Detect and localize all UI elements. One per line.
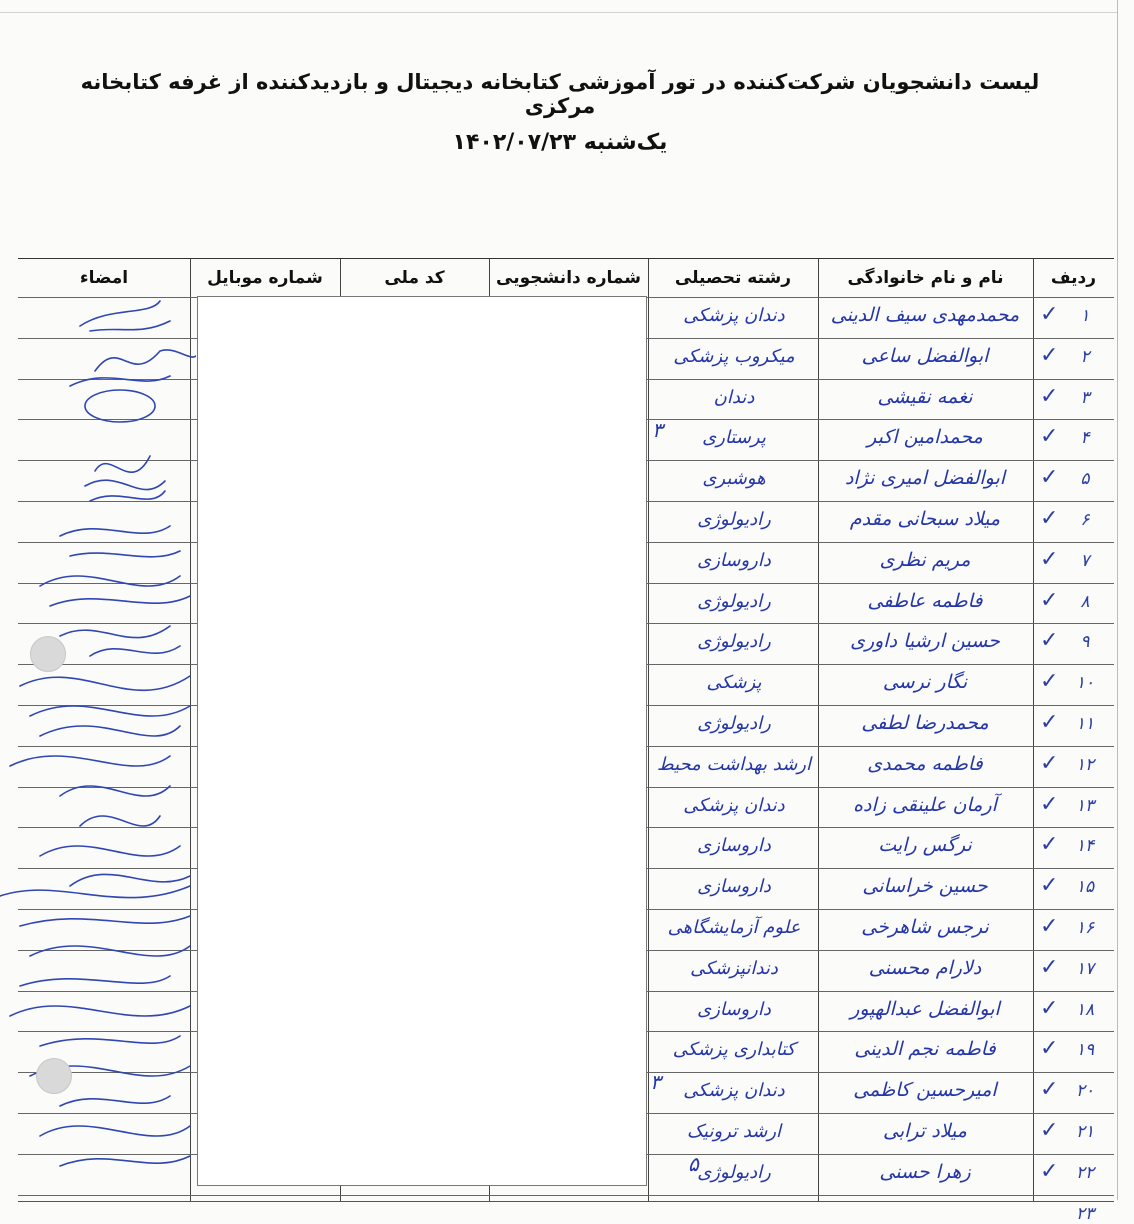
row-number: ۲ bbox=[1080, 346, 1090, 367]
row-number: ۹ bbox=[1080, 632, 1090, 653]
row-number: ۸ bbox=[1080, 591, 1090, 612]
study-field: رادیولوژی bbox=[697, 1161, 771, 1183]
student-name: فاطمه عاطفی bbox=[867, 589, 983, 612]
check-mark-icon: ✓ bbox=[1040, 546, 1059, 572]
check-mark-icon: ✓ bbox=[1040, 954, 1059, 980]
study-field: داروسازی bbox=[697, 876, 771, 898]
study-field: دندانپزشکی bbox=[690, 957, 778, 979]
student-name: ابوالفضل ساعی bbox=[861, 344, 989, 367]
row-number: ۷ bbox=[1080, 550, 1090, 571]
check-mark-icon: ✓ bbox=[1040, 1036, 1059, 1062]
study-field: داروسازی bbox=[697, 549, 771, 571]
student-name: مریم نظری bbox=[879, 548, 971, 571]
study-field: ارشد بهداشت محیط bbox=[657, 753, 811, 775]
punch-hole bbox=[30, 636, 66, 672]
study-field: کتابداری پزشکی bbox=[672, 1039, 796, 1061]
signature-column bbox=[0, 296, 196, 1196]
study-field: رادیولوژی bbox=[697, 590, 771, 612]
signature-mark bbox=[60, 626, 180, 656]
row-number: ۲۰ bbox=[1075, 1081, 1095, 1102]
row-number: ۲۳ bbox=[1075, 1203, 1095, 1224]
signature-mark bbox=[0, 886, 190, 926]
document-title: لیست دانشجویان شرکت‌کننده در تور آموزشی کتابخانه دیجیتال و بازدیدکننده از غرفه کتابخانه مرکزی bbox=[80, 70, 1040, 118]
study-field: هوشبری bbox=[702, 468, 766, 490]
signature-mark bbox=[90, 491, 165, 501]
page-edge-top bbox=[0, 12, 1118, 13]
row-number: ۱۶ bbox=[1075, 918, 1095, 938]
student-name: میلاد سبحانی مقدم bbox=[849, 508, 1001, 530]
row-number: ۱۰ bbox=[1075, 673, 1095, 694]
student-name: محمدامین اکبر bbox=[867, 426, 983, 449]
row-number: ۱۲ bbox=[1075, 754, 1095, 775]
student-name: حسین خراسانی bbox=[862, 875, 988, 898]
header-name: نام و نام خانوادگی bbox=[847, 268, 1004, 288]
signature-mark bbox=[70, 350, 196, 386]
header-national-id: کد ملی bbox=[384, 268, 445, 288]
student-name: حسین ارشیا داوری bbox=[850, 630, 1000, 653]
student-name: محمدمهدی سیف الدینی bbox=[830, 304, 1020, 326]
signature-mark bbox=[20, 676, 190, 716]
document-date: یک‌شنبه ۱۴۰۲/۰۷/۲۳ bbox=[452, 130, 668, 155]
check-mark-icon: ✓ bbox=[1040, 587, 1059, 613]
study-field: ارشد ترونیک bbox=[686, 1121, 782, 1142]
header-signature: امضاء bbox=[79, 268, 129, 288]
student-name: نگار نرسی bbox=[882, 671, 968, 694]
check-mark-icon: ✓ bbox=[1040, 465, 1059, 491]
check-mark-icon: ✓ bbox=[1040, 750, 1059, 776]
row-number: ۳ bbox=[1080, 387, 1090, 408]
student-name: دلارام محسنی bbox=[868, 956, 982, 979]
signature-mark bbox=[60, 786, 170, 826]
student-name: میلاد ترابی bbox=[883, 1120, 967, 1142]
study-field: دندان bbox=[713, 386, 755, 408]
header-student-id: شماره دانشجویی bbox=[496, 268, 641, 288]
row-number: ۱۱ bbox=[1075, 714, 1095, 734]
punch-hole bbox=[36, 1058, 72, 1094]
signature-mark bbox=[20, 946, 190, 986]
student-name: ابوالفضل عبدالهپور bbox=[850, 997, 1000, 1020]
study-field: پزشکی bbox=[706, 672, 762, 694]
column-rule bbox=[648, 259, 649, 1201]
check-mark-icon: ✓ bbox=[1040, 914, 1059, 939]
margin-mark: ۳ bbox=[650, 1070, 661, 1094]
student-name: فاطمه محمدی bbox=[867, 752, 983, 775]
row-number: ۱۹ bbox=[1075, 1040, 1095, 1061]
signature-mark bbox=[85, 456, 165, 490]
check-mark-icon: ✓ bbox=[1040, 628, 1059, 654]
signature-mark bbox=[85, 390, 155, 422]
study-field: داروسازی bbox=[697, 998, 771, 1020]
check-mark-icon: ✓ bbox=[1040, 506, 1059, 531]
check-mark-icon: ✓ bbox=[1040, 710, 1059, 735]
signature-mark bbox=[60, 526, 180, 557]
study-field: رادیولوژی bbox=[697, 509, 771, 530]
check-mark-icon: ✓ bbox=[1040, 424, 1059, 450]
row-number: ۴ bbox=[1080, 428, 1090, 449]
study-field: دندان پزشکی bbox=[683, 305, 785, 326]
row-number: ۱۸ bbox=[1075, 999, 1095, 1020]
student-name: محمدرضا لطفی bbox=[861, 712, 989, 734]
study-field: میکروب پزشکی bbox=[673, 345, 795, 367]
row-number: ۵ bbox=[1080, 469, 1090, 490]
check-mark-icon: ✓ bbox=[1040, 342, 1059, 368]
check-mark-icon: ✓ bbox=[1040, 995, 1059, 1021]
row-number: ۱۳ bbox=[1075, 795, 1095, 816]
row-number: ۲۲ bbox=[1075, 1162, 1095, 1183]
check-mark-icon: ✓ bbox=[1040, 669, 1059, 695]
check-mark-icon: ✓ bbox=[1040, 1158, 1059, 1184]
margin-mark: ۵ bbox=[688, 1152, 699, 1176]
student-name: نرجس شاهرخی bbox=[861, 916, 989, 938]
student-name: آرمان علینقی زاده bbox=[853, 793, 997, 816]
check-mark-icon: ✓ bbox=[1040, 791, 1059, 817]
check-mark-icon: ✓ bbox=[1040, 1118, 1059, 1143]
check-mark-icon: ✓ bbox=[1040, 873, 1059, 899]
study-field: داروسازی bbox=[697, 835, 771, 857]
header-row: ردیف bbox=[1050, 268, 1097, 288]
student-name: فاطمه نجم الدینی bbox=[854, 1038, 996, 1061]
header-field: رشته تحصیلی bbox=[674, 268, 792, 288]
study-field: رادیولوژی bbox=[697, 631, 771, 653]
header-mobile: شماره موبایل bbox=[207, 268, 323, 288]
student-name: نغمه نقیشی bbox=[877, 385, 973, 408]
signature-mark bbox=[10, 726, 180, 766]
signature-mark bbox=[80, 301, 170, 331]
study-field: علوم آزمایشگاهی bbox=[667, 917, 801, 938]
margin-mark: ۳ bbox=[652, 418, 663, 442]
study-field: دندان پزشکی bbox=[683, 794, 785, 816]
check-mark-icon: ✓ bbox=[1040, 832, 1059, 858]
redaction-mask bbox=[197, 296, 647, 1186]
signature-mark bbox=[40, 846, 190, 886]
column-rule bbox=[1033, 259, 1034, 1201]
signature-mark bbox=[40, 576, 190, 606]
row-number: ۱۴ bbox=[1075, 836, 1095, 857]
signature-mark bbox=[40, 1126, 190, 1166]
student-name: زهرا حسنی bbox=[879, 1160, 971, 1183]
row-number: ۱ bbox=[1080, 306, 1090, 326]
row-number: ۶ bbox=[1080, 510, 1090, 530]
check-mark-icon: ✓ bbox=[1040, 383, 1059, 409]
signature-mark bbox=[10, 1006, 190, 1046]
study-field: رادیولوژی bbox=[697, 713, 771, 734]
student-name: امیرحسین کاظمی bbox=[853, 1079, 997, 1102]
row-number: ۲۱ bbox=[1075, 1122, 1095, 1142]
row-number: ۱۵ bbox=[1075, 877, 1095, 898]
student-name: نرگس رایت bbox=[878, 834, 972, 857]
study-field: دندان پزشکی bbox=[683, 1080, 785, 1102]
row-number: ۱۷ bbox=[1075, 958, 1095, 979]
study-field: پرستاری bbox=[702, 427, 766, 449]
check-mark-icon: ✓ bbox=[1040, 1077, 1059, 1103]
check-mark-icon: ✓ bbox=[1040, 302, 1059, 327]
student-name: ابوالفضل امیری نژاد bbox=[844, 467, 1006, 490]
